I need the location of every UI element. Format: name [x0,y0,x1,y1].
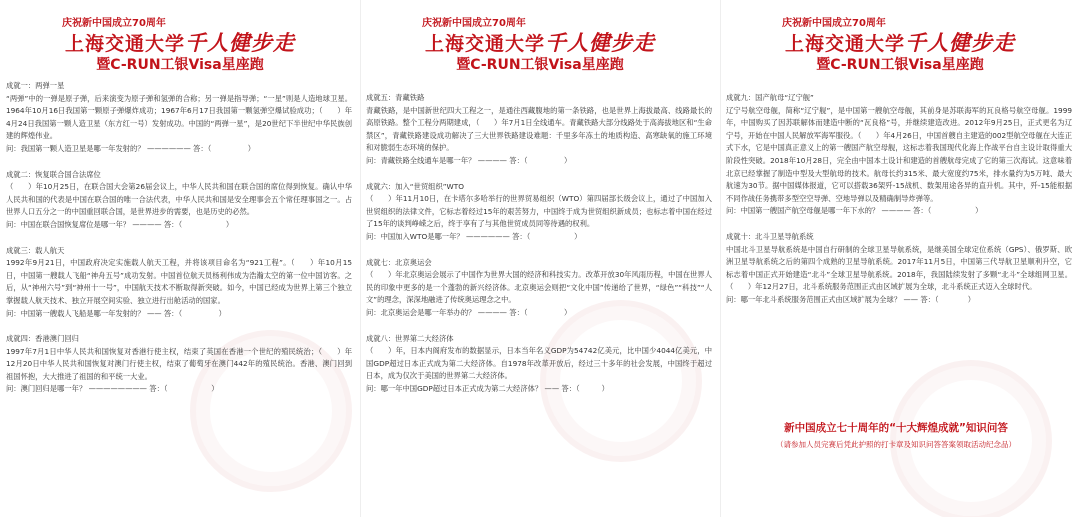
section-question: 问：青藏铁路全线通车是哪一年？ ———— 答：（ ） [366,155,572,165]
header-walk: 千人健步走 [905,30,1015,55]
header-anniversary: 庆祝新中国成立70周年 [62,18,166,29]
header-university: 上海交通大学 [64,33,185,55]
quiz-section [726,92,1072,218]
header-subtitle: 暨C-RUN工银Visa星座跑 [456,57,624,73]
quiz-section [366,257,712,320]
section-text: “两弹”中的一弹是原子弹，后来演变为原子弹和氢弹的合称；另一弹是指导弹；“一星”则是人造地球卫星。1964年10月16日我国第一颗原子弹爆炸成功；1967年6月17日我国第一颗氢弹空爆试验成功；（ ）年4月24日我国第一颗人造卫星（东方红一号）发射成功。中国的“两弹一星”，是20世纪下半世纪中华民族创建的辉煌伟业。 [6,93,352,141]
quiz-body [366,92,712,408]
page-header [720,14,1080,74]
section-title: 成就三：载人航天 [6,245,65,255]
quiz-section [366,333,712,396]
footer-title: 新中国成立七十周年的“十大辉煌成就”知识问答 [784,422,1008,434]
section-text: （ ）年11月10日，在卡塔尔多哈举行的世界贸易组织（WTO）第四届部长级会议上，通过了中国加入世贸组织的法律文件，它标志着经过15年的艰苦努力，中国终于成为世贸组织新成员；也标志着中国在经过了15年的谈判峥嵘之后，终于享有了与其他世贸成员同等待遇的权利。 [366,194,712,229]
section-title: 成就四：香港澳门回归 [6,334,79,344]
header-title [720,31,1080,56]
section-title: 成就六：加入“世贸组织”WTO [366,181,464,191]
section-question: 问：中国第一艘国产航空母舰是哪一年下水的？ ———— 答：（ ） [726,206,983,216]
quiz-section [6,169,352,232]
section-question: 问：中国加入WTO是哪一年？ —————— 答：（ ） [366,231,582,241]
section-question: 问：中国第一艘载人飞船是哪一年发射的？ —— 答：（ ） [6,308,226,318]
header-walk: 千人健步走 [185,30,295,55]
quiz-body [726,92,1072,320]
header-title [0,31,360,56]
passport-page-1 [0,0,360,517]
header-subtitle: 暨C-RUN工银Visa星座跑 [96,57,264,73]
page-header [360,14,720,74]
section-text: 辽宁号航空母舰，简称“辽宁舰”，是中国第一艘航空母舰，其前身是苏联海军的瓦良格号航空母舰。1999年，中国购买了因苏联解体而建造中断的“瓦良格”号，并继续建造改进。2012年9月25日，正式更名为辽宁号，开始在中国人民解放军海军服役。（ ）年4月26日，中国首艘自主建造的002型航空母舰在大连正式下水，它是中国真正意义上的第一艘国产航空母舰，这标志着我国现代化海上作战平台自主设计取得重大阶段性突破。2018年10月28日，完全由中国本土设计和建造的首艘航母完成了它的第三次海试。这意味着北京已经掌握了制造中型及大型航母的技术。航母长约315米、最大宽度约75米，排水量约为5万吨、最大航速为30节。据中国媒体报道，它可以搭载36架歼-15战机、数架用途各异的直升机。其中，歼-15能根据不同作战任务携带多型空空导弹、空地导弹以及精确制导炸弹等。 [726,105,1072,203]
section-text: （ ）年北京奥运会展示了中国作为世界大国的经济和科技实力。改革开放30年风雨历程，中国在世界人民的印象中更多的是一个蓬勃的新兴经济体。北京奥运会则把“文化中国”传递给了世界，“绿色”“科技”“人文”的理念，深深地融进了传统奥运理念之中。 [366,270,712,305]
section-text: 1992年9月21日，中国政府决定实施载人航天工程，并将该项目命名为“921工程”。（ ）年10月15日，中国第一艘载人飞船“神舟五号”成功发射。中国首位航天员杨利伟成为浩瀚太空的第一位中国访客。之后，从“神州六号”到“神州十一号”，中国航天技术不断取得新突破。如今，中国已经成为世界上第三个独立掌握载人航天技术、独立开展空间实验、独立进行出舱活动的国家。 [6,258,352,305]
footer-note: （请参加人员完赛后凭此护照的打卡章及知识问答答案领取活动纪念品） [776,440,1016,449]
header-anniversary: 庆祝新中国成立70周年 [422,18,526,29]
section-question: 问：哪一年中国GDP超过日本正式成为第二大经济体？ —— 答：（ ） [366,383,609,393]
section-title: 成就一：两弹一星 [6,81,65,90]
section-question: 问：澳门回归是哪一年？ ———————— 答：（ ） [6,384,219,394]
quiz-footer [720,420,1072,450]
quiz-section [6,245,352,321]
section-text: （ ）年，日本内阁府发布的数据显示，日本当年名义GDP为54742亿美元，比中国少4044亿美元，中国GDP超过日本正式成为第二大经济体。自1978年改革开放后，经过三十多年的社会发展，中国终于超过日本，成为仅次于美国的世界第二大经济体。 [366,346,712,381]
header-university: 上海交通大学 [424,33,545,55]
quiz-section [6,333,352,396]
quiz-section [366,181,712,244]
section-title: 成就五：青藏铁路 [366,93,425,102]
quiz-section [6,80,352,156]
section-question: 问：我国第一颗人造卫星是哪一年发射的？ —————— 答：（ ） [6,143,256,153]
section-question: 问：中国在联合国恢复席位是哪一年？ ———— 答：（ ） [6,219,234,229]
quiz-section [366,92,712,168]
section-title: 成就七：北京奥运会 [366,257,432,267]
section-question: 问：哪一年北斗系统服务范围正式由区域扩展为全球？ —— 答：（ ） [726,294,976,304]
passport-page-2 [360,0,720,517]
quiz-body [6,80,352,409]
header-subtitle: 暨C-RUN工银Visa星座跑 [816,57,984,73]
header-anniversary: 庆祝新中国成立70周年 [782,18,886,29]
section-text: （ ）年10月25日，在联合国大会第26届会议上，中华人民共和国在联合国的席位得到恢复。确认中华人民共和国的代表是中国在联合国的唯一合法代表，中华人民共和国是安全理事会五个常任理事国之一。占世界人口五分之一的中国重回联合国，是世界进步的需要，也是历史的必然。 [6,182,352,217]
section-text: 中国北斗卫星导航系统是中国自行研制的全球卫星导航系统，是继美国全球定位系统（GPS）、俄罗斯、欧洲卫星导航系统之后的第四个成熟的卫星导航系统。2017年11月5日，中国第三代导航卫星顺利升空，它标志着中国正式开始建造“北斗”全球卫星导航系统。2018年，我国陆续发射了多颗“北斗”全球组网卫星。（ ）年12月27日，北斗系统服务范围正式由区域扩展为全球，北斗系统正式迈入全球时代。 [726,244,1072,292]
header-title [360,31,720,56]
section-title: 成就八：世界第二大经济体 [366,333,454,343]
section-title: 成就十：北斗卫星导航系统 [726,231,814,241]
section-text: 青藏铁路，是中国新世纪四大工程之一，是通往西藏腹地的第一条铁路，也是世界上海拔最高、线路最长的高原铁路。整个工程分两期建成，（ ）年7月1日全线通车。青藏铁路大部分线路处于高海拔地区和“生命禁区”，青藏铁路建设成功解决了三大世界铁路建设难题：千里多年冻土的地质构造、高寒缺氧的施工环境和对脆弱生态环境的保护。 [366,105,712,153]
section-title: 成就九：国产航母“辽宁舰” [726,93,814,102]
header-university: 上海交通大学 [784,33,905,55]
header-walk: 千人健步走 [545,30,655,55]
quiz-section [726,231,1072,307]
page-header [0,14,360,74]
section-question: 问：北京奥运会是哪一年举办的？ ———— 答：（ ） [366,307,572,317]
section-text: 1997年7月1日中华人民共和国恢复对香港行使主权，结束了英国在香港一个世纪的殖民统治；（ ）年12月20日中华人民共和国恢复对澳门行使主权，结束了葡萄牙在澳门442年的殖民统治。香港、澳门回到祖国怀抱，大大推进了祖国的和平统一大业。 [6,346,352,381]
passport-page-3 [720,0,1080,517]
section-title: 成就二：恢复联合国合法席位 [6,169,101,179]
